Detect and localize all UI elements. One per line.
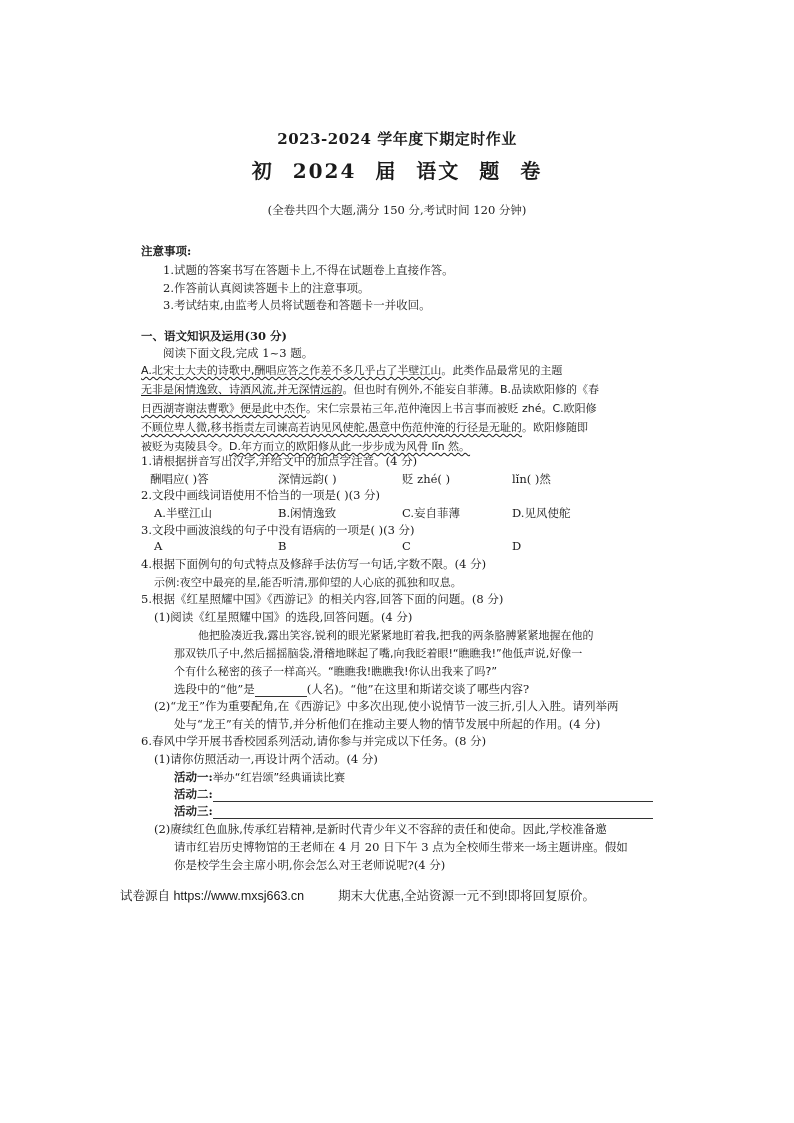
activity-text: 举办“红岩颂”经典诵读比赛: [212, 771, 346, 784]
q2-option: A.半壁江山: [154, 506, 212, 520]
question-1-stem: 1.请根据拼音写出汉字,并给文中的加点字注音。(4 分): [141, 454, 418, 468]
passage-line: [141, 400, 597, 416]
q3-option: B: [278, 539, 287, 553]
footer: [120, 886, 595, 904]
q6-sub2: 请市红岩历史博物馆的王老师在 4 月 20 日下午 3 点为全校师生带来一场主题讲座。假如: [174, 840, 628, 854]
q5-blank-line: [174, 681, 529, 697]
q3-option: D: [512, 539, 522, 553]
q5-quote-line: 他把脸凑近我,露出笑容,锐利的眼光紧紧地盯着我,把我的两条胳膊紧紧地握在他的: [198, 629, 594, 642]
passage-line: [141, 419, 588, 435]
q6-sub2: (2)赓续红色血脉,传承红岩精神,是新时代青少年义不容辞的责任和使命。因此,学校准备邀: [154, 822, 607, 836]
q4-example: 示例:夜空中最亮的星,能否听清,那仰望的人心底的孤独和叹息。: [154, 576, 462, 589]
notes-item: 2.作答前认真阅读答题卡上的注意事项。: [163, 281, 370, 295]
passage-line: [141, 438, 470, 454]
question-5-stem: 5.根据《红星照耀中国》《西游记》的相关内容,回答下面的问题。(8 分): [141, 592, 504, 606]
passage-text: 。但也时有例外,不能妄自菲薄。B.品读欧阳修的《春: [342, 383, 600, 396]
question-4-stem: 4.根据下面例句的句式特点及修辞手法仿写一句话,字数不限。(4 分): [141, 557, 487, 571]
q5-quote-line: 那双铁爪子中,然后摇摇脑袋,滑稽地眯起了嘴,向我眨着眼!“瞧瞧我!”他低声说,好像一: [174, 647, 583, 660]
passage-text: 。此类作品最常见的主题: [441, 364, 563, 377]
section-heading: 一、语文知识及运用(30 分): [141, 329, 287, 343]
activity-label: 活动二:: [174, 787, 213, 801]
passage-sentence-c: 不顾位卑人微,移书指责左司谏高若讷见风使舵,愚意中伤范仲淹的行径是无耻的: [141, 421, 522, 434]
q2-option: C.妄自菲薄: [402, 506, 461, 520]
answer-blank[interactable]: [213, 789, 653, 802]
q5-quote-line: 个有什么秘密的孩子一样高兴。“瞧瞧我!瞧瞧我!你认出我来了吗?”: [174, 665, 498, 678]
q2-option: D.见风使舵: [512, 506, 571, 520]
passage-sentence-d: D.年方而立的欧阳修从此一步步成为风骨 lǐn 然。: [229, 440, 471, 453]
notes-heading: 注意事项:: [141, 244, 192, 258]
question-6-stem: 6.春风中学开展书香校园系列活动,请你参与并完成以下任务。(8 分): [141, 734, 487, 748]
passage-line: [141, 362, 562, 378]
q3-option: A: [154, 539, 163, 553]
question-3-stem: 3.文段中画波浪线的句子中没有语病的一项是( )(3 分): [141, 523, 415, 537]
footer-source-link[interactable]: 试卷源自 https://www.mxsj663.cn: [120, 889, 305, 903]
question-2-stem: 2.文段中画线词语使用不恰当的一项是( )(3 分): [141, 488, 381, 502]
passage-line: [141, 381, 599, 397]
passage-text-underlined: 无非是闲情逸致、诗酒风流,并无深情远韵: [141, 383, 343, 396]
q5-blank-prefix: 选段中的“他”是: [174, 682, 255, 696]
paper-title-line2: 初 2024 届 语文 题 卷: [251, 159, 543, 183]
q3-option: C: [402, 539, 411, 553]
answer-blank[interactable]: [255, 684, 307, 697]
paper-subtitle: (全卷共四个大题,满分 150 分,考试时间 120 分钟): [267, 203, 527, 217]
q5-sub2: 处与“龙王”有关的情节,并分析他们在推动主要人物的情节发展中所起的作用。(4 分): [174, 717, 601, 731]
passage-text: 。宋仁宗景祐三年,范仲淹因上书言事而被贬 zhé。C.欧阳修: [306, 402, 597, 415]
paper-title-line1: 2023-2024 学年度下期定时作业: [277, 130, 517, 148]
q6-sub2: 你是校学生会主席小明,你会怎么对王老师说呢?(4 分): [174, 858, 446, 872]
q5-sub1: (1)阅读《红星照耀中国》的选段,回答问题。(4 分): [154, 610, 413, 624]
q6-activity-3: [174, 803, 653, 819]
notes-item: 1.试题的答案书写在答题卡上,不得在试题卷上直接作答。: [163, 263, 454, 277]
section-intro: 阅读下面文段,完成 1~3 题。: [163, 346, 314, 360]
answer-blank[interactable]: [213, 806, 653, 819]
activity-label: 活动三:: [174, 804, 213, 818]
q1-item: lǐn( )然: [512, 472, 551, 486]
passage-text: 被贬为夷陵县令。: [141, 440, 229, 453]
q6-activity-1: [174, 769, 345, 785]
passage-sentence-a: A.北宋士大夫的诗歌中,酬唱应答之作差不多几乎占了半壁江山: [141, 364, 442, 377]
q5-sub2: (2)“龙王”作为重要配角,在《西游记》中多次出现,使小说情节一波三折,引人入胜。请列举两: [154, 699, 619, 713]
activity-label: 活动一:: [174, 770, 213, 784]
passage-text: 。欧阳修随即: [522, 421, 588, 434]
passage-sentence-b: 日西湖寄谢法曹歌》便是此中杰作: [141, 402, 306, 415]
footer-promo: 期末大优惠,全站资源一元不到!即将回复原价。: [338, 889, 596, 903]
q6-sub1: (1)请你仿照活动一,再设计两个活动。(4 分): [154, 752, 378, 766]
q2-option: B.闲情逸致: [278, 506, 337, 520]
notes-item: 3.考试结束,由监考人员将试题卷和答题卡一并收回。: [163, 298, 431, 312]
q5-blank-suffix: (人名)。“他”在这里和斯诺交谈了哪些内容?: [306, 682, 530, 696]
q1-item: 酬唱应( )答: [150, 472, 209, 486]
q6-activity-2: [174, 786, 653, 802]
q1-item: 深情远韵( ): [278, 472, 337, 486]
q1-item: 贬 zhé( ): [402, 472, 451, 486]
